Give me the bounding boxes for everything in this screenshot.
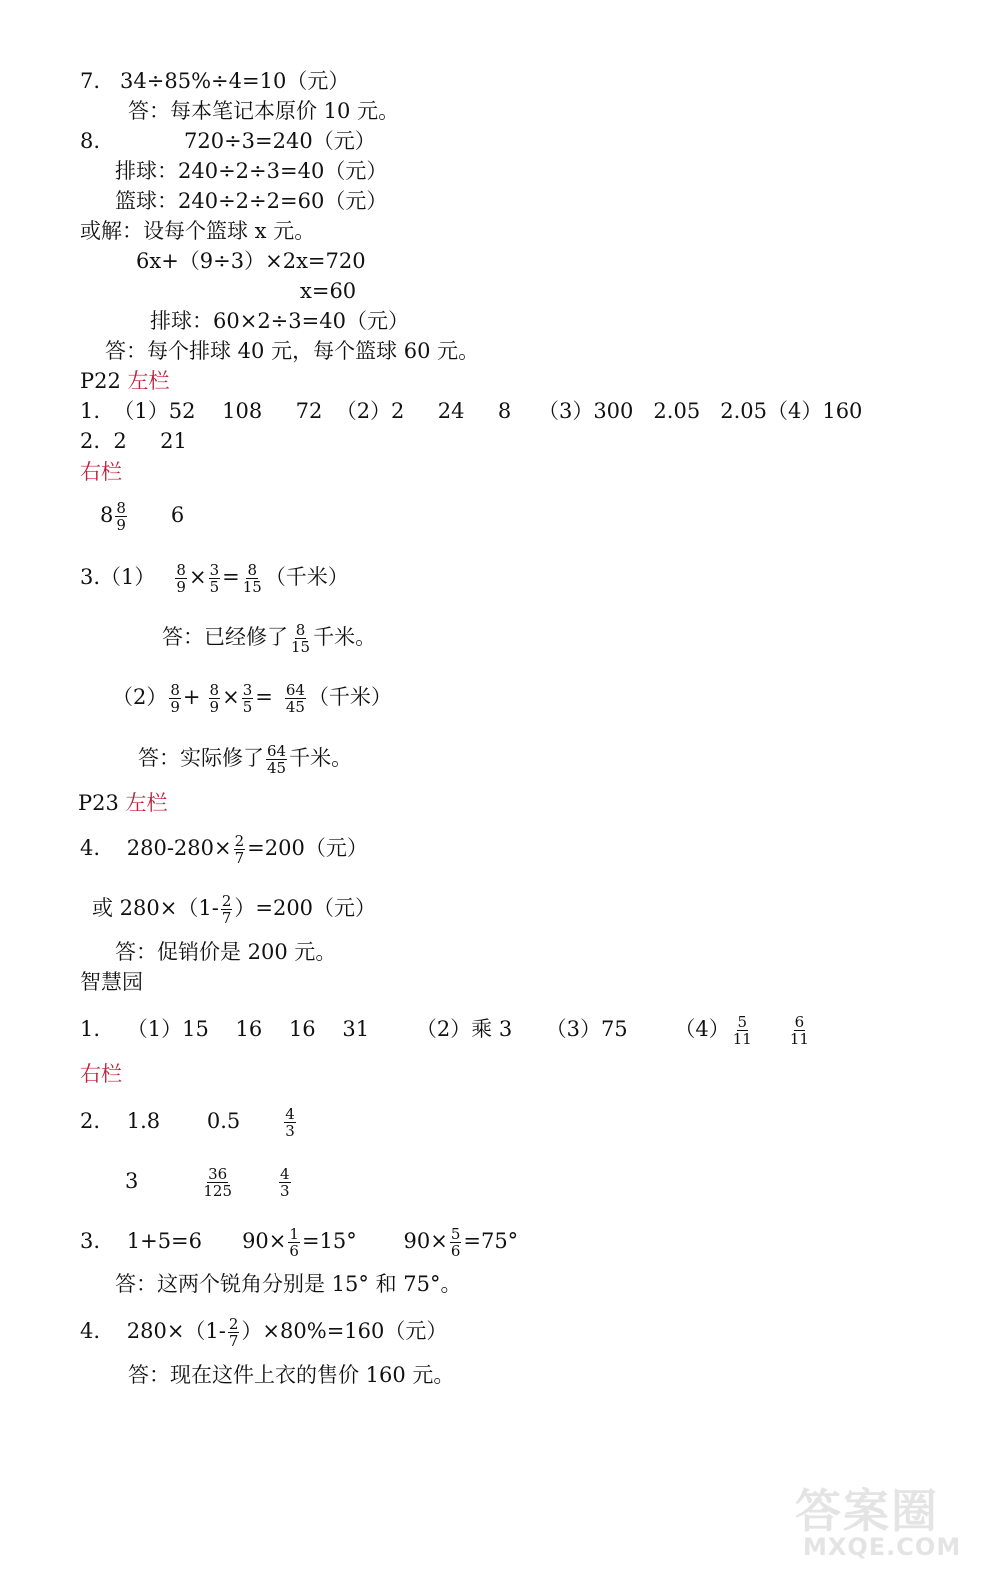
q8-volleyball-alt: 排球：60×2÷3=40（元） bbox=[150, 309, 409, 333]
q4-line: 4. 280-280× $\frac{2}{7}$ =200（元） bbox=[80, 832, 368, 867]
q3-2-answer: 答：实际修了 $\frac{64}{45}$ 千米。 bbox=[138, 742, 353, 777]
right-column-heading: 右栏 bbox=[80, 460, 122, 484]
p23-heading bbox=[78, 790, 168, 816]
q8-volleyball: 排球：240÷2÷3=40（元） bbox=[115, 159, 388, 183]
fraction: $\frac{8}{15}$ bbox=[242, 561, 262, 596]
q4-answer: 答：促销价是 200 元。 bbox=[115, 940, 337, 964]
p22-heading bbox=[80, 368, 170, 394]
page-number: P22 bbox=[80, 369, 121, 393]
q8-alt-solution: 或解：设每个篮球 x 元。 bbox=[80, 219, 316, 243]
q8-basketball: 篮球：240÷2÷2=60（元） bbox=[115, 189, 388, 213]
fraction: $\frac{8}{9}$ bbox=[116, 499, 126, 534]
zhihuiyuan-heading: 智慧园 bbox=[80, 970, 143, 994]
q3-2-line: （2） $\frac{8}{9}$ + $\frac{8}{9}$ × $\frac{3}{5}$ = $\frac{64}{45}$ （千米） bbox=[112, 681, 392, 716]
watermark-logo bbox=[795, 1475, 980, 1565]
fraction: $\frac{8}{9}$ bbox=[170, 681, 180, 716]
q7-line: 7. 34÷85%÷4=10（元） bbox=[80, 69, 350, 93]
right-column-heading-2: 右栏 bbox=[80, 1062, 122, 1086]
q8-equation: 6x+（9÷3）×2x=720 bbox=[136, 249, 366, 273]
column-label: 左栏 bbox=[120, 369, 170, 393]
fraction: $\frac{5}{6}$ bbox=[450, 1225, 461, 1260]
column-label: 左栏 bbox=[118, 791, 168, 815]
right-q2-line1: 2. 1.8 0.5 $\frac{4}{3}$ bbox=[80, 1105, 295, 1140]
whole-part: 8 bbox=[100, 503, 114, 527]
fraction: $\frac{64}{45}$ bbox=[285, 681, 305, 716]
p22-q1: 1. （1）52 108 72 （2）2 24 8 （3）300 2.05 2.05（4）160 bbox=[80, 399, 863, 423]
q8-line1: 720÷3=240（元） bbox=[184, 129, 376, 153]
right-q4-line: 4. 280×（1- $\frac{2}{7}$ ）×80%=160（元） bbox=[80, 1315, 448, 1350]
fraction: $\frac{4}{3}$ bbox=[285, 1105, 295, 1140]
fraction: $\frac{5}{11}$ bbox=[732, 1013, 752, 1048]
zhihuiyuan-q1: 1. （1）15 16 16 31 （2）乘 3 （3）75 （4） $\frac{5}{11}$ $\frac{6}{11}$ bbox=[80, 1013, 809, 1048]
fraction: $\frac{8}{9}$ bbox=[209, 681, 220, 716]
fraction: $\frac{36}{125}$ bbox=[203, 1165, 233, 1200]
fraction: $\frac{8}{9}$ bbox=[176, 561, 186, 596]
fraction: $\frac{3}{5}$ bbox=[242, 681, 253, 716]
fraction: $\frac{3}{5}$ bbox=[209, 561, 220, 596]
q8-answer: 答：每个排球 40 元，每个篮球 60 元。 bbox=[105, 339, 480, 363]
q8-x-value: x=60 bbox=[300, 279, 357, 303]
p22-q2: 2. 2 21 bbox=[80, 429, 187, 453]
watermark-url: MXQE.COM bbox=[803, 1533, 962, 1561]
fraction: $\frac{2}{7}$ bbox=[234, 832, 245, 867]
q3-1-answer: 答：已经修了 $\frac{8}{15}$ 千米。 bbox=[162, 621, 377, 656]
right-q2-line2: 3 $\frac{36}{125}$ $\frac{4}{3}$ bbox=[125, 1165, 290, 1200]
value: 6 bbox=[170, 503, 185, 527]
fraction: $\frac{64}{45}$ bbox=[267, 742, 287, 777]
fraction: $\frac{4}{3}$ bbox=[280, 1165, 290, 1200]
watermark-text: 答案圈 bbox=[795, 1484, 939, 1538]
fraction: $\frac{1}{6}$ bbox=[289, 1225, 299, 1260]
page-number: P23 bbox=[78, 791, 119, 815]
right-q3-answer: 答：这两个锐角分别是 15° 和 75°。 bbox=[115, 1272, 462, 1296]
mixed-number-line bbox=[100, 500, 184, 533]
right-q4-answer: 答：现在这件上衣的售价 160 元。 bbox=[128, 1363, 455, 1387]
q8-number: 8. bbox=[80, 129, 101, 153]
fraction: $\frac{8}{15}$ bbox=[291, 621, 311, 656]
q3-1-line: 3.（1） $\frac{8}{9}$ × $\frac{3}{5}$ = $\frac{8}{15}$ （千米） bbox=[80, 561, 349, 596]
fraction: $\frac{2}{7}$ bbox=[221, 892, 232, 927]
fraction: $\frac{6}{11}$ bbox=[789, 1013, 809, 1048]
fraction: $\frac{2}{7}$ bbox=[228, 1315, 239, 1350]
q7-answer: 答：每本笔记本原价 10 元。 bbox=[128, 99, 400, 123]
right-q3-line: 3. 1+5=6 90× $\frac{1}{6}$ =15° 90× $\frac{5}{6}$ =75° bbox=[80, 1225, 519, 1260]
q4-alt-line: 或 280×（1- $\frac{2}{7}$ ）=200（元） bbox=[92, 892, 377, 927]
